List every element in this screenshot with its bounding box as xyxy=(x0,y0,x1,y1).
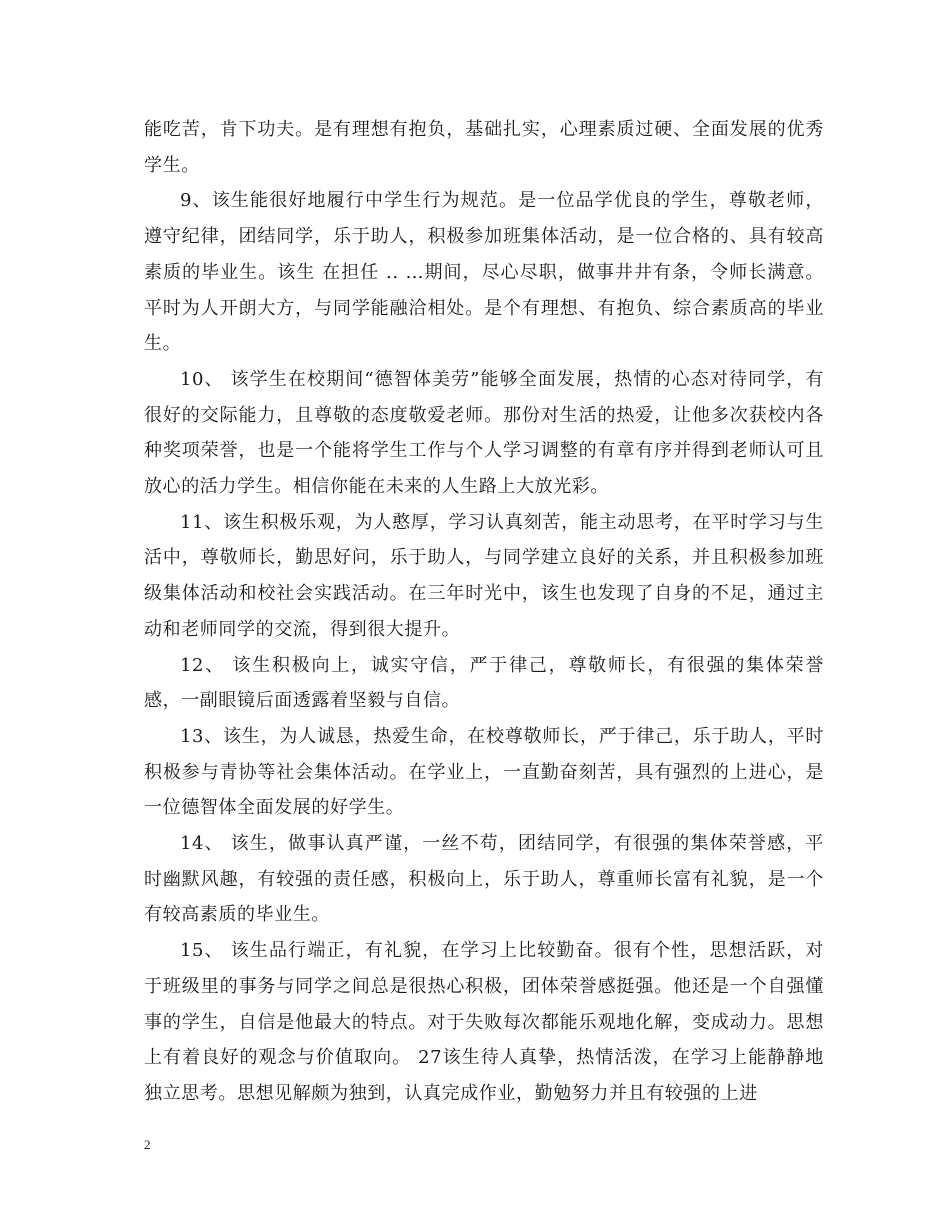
paragraph-item-11: 11、该生积极乐观，为人憨厚，学习认真刻苦，能主动思考，在平时学习与生活中，尊敬师长，勤思好问，乐于助人，与同学建立良好的关系，并且积极参加班级集体活动和校社会实践活动。在三年时光中，该生也发现了自身的不足，通过主动和老师同学的交流，得到很大提升。 xyxy=(144,511,824,640)
body-text xyxy=(144,112,824,1112)
paragraph-item-14: 14、 该生，做事认真严谨，一丝不苟，团结同学，有很强的集体荣誉感，平时幽默风趣，有较强的责任感，积极向上，乐于助人，尊重师长富有礼貌，是一个有较高素质的毕业生。 xyxy=(144,833,824,926)
paragraph-continuation: 能吃苦，肯下功夫。是有理想有抱负，基础扎实，心理素质过硬、全面发展的优秀学生。 xyxy=(144,119,824,176)
paragraph-item-10: 10、 该学生在校期间“德智体美劳”能够全面发展，热情的心态对待同学，有很好的交际能力，且尊敬的态度敬爱老师。那份对生活的热爱，让他多次获校内各种奖项荣誉，也是一个能将学生工作与个人学习调整的有章有序并得到老师认可且放心的活力学生。相信你能在未来的人生路上大放光彩。 xyxy=(144,368,824,498)
paragraph-item-15: 15、 该生品行端正，有礼貌，在学习上比较勤奋。很有个性，思想活跃，对于班级里的事务与同学之间总是很热心积极，团体荣誉感挺强。他还是一个自强懂事的学生，自信是他最大的特点。对于失败每次都能乐观地化解，变成动力。思想上有着良好的观念与价值取向。 27该生待人真挚，热情活泼，在学习上能静静地独立思考。思想见解颇为独到，认真完成作业，勤勉努力并且有较强的上进 xyxy=(144,940,824,1104)
paragraph-item-12: 12、 该生积极向上，诚实守信，严于律己，尊敬师长，有很强的集体荣誉感，一副眼镜后面透露着坚毅与自信。 xyxy=(144,654,824,712)
page-number: 2 xyxy=(144,1137,151,1152)
paragraph-item-9: 9、该生能很好地履行中学生行为规范。是一位品学优良的学生，尊敬老师，遵守纪律，团结同学，乐于助人，积极参加班集体活动，是一位合格的、具有较高素质的毕业生。该生 在担任 .. …期间，尽心尽职，做事井井有条，令师长满意。平时为人开朗大方，与同学能融洽相处。是个有理想、有抱负、综合素质高的毕业生。 xyxy=(144,190,824,355)
paragraph-item-13: 13、该生，为人诚恳，热爱生命，在校尊敬师长，严于律己，乐于助人，平时积极参与青协等社会集体活动。在学业上，一直勤奋刻苦，具有强烈的上进心，是一位德智体全面发展的好学生。 xyxy=(144,725,824,819)
